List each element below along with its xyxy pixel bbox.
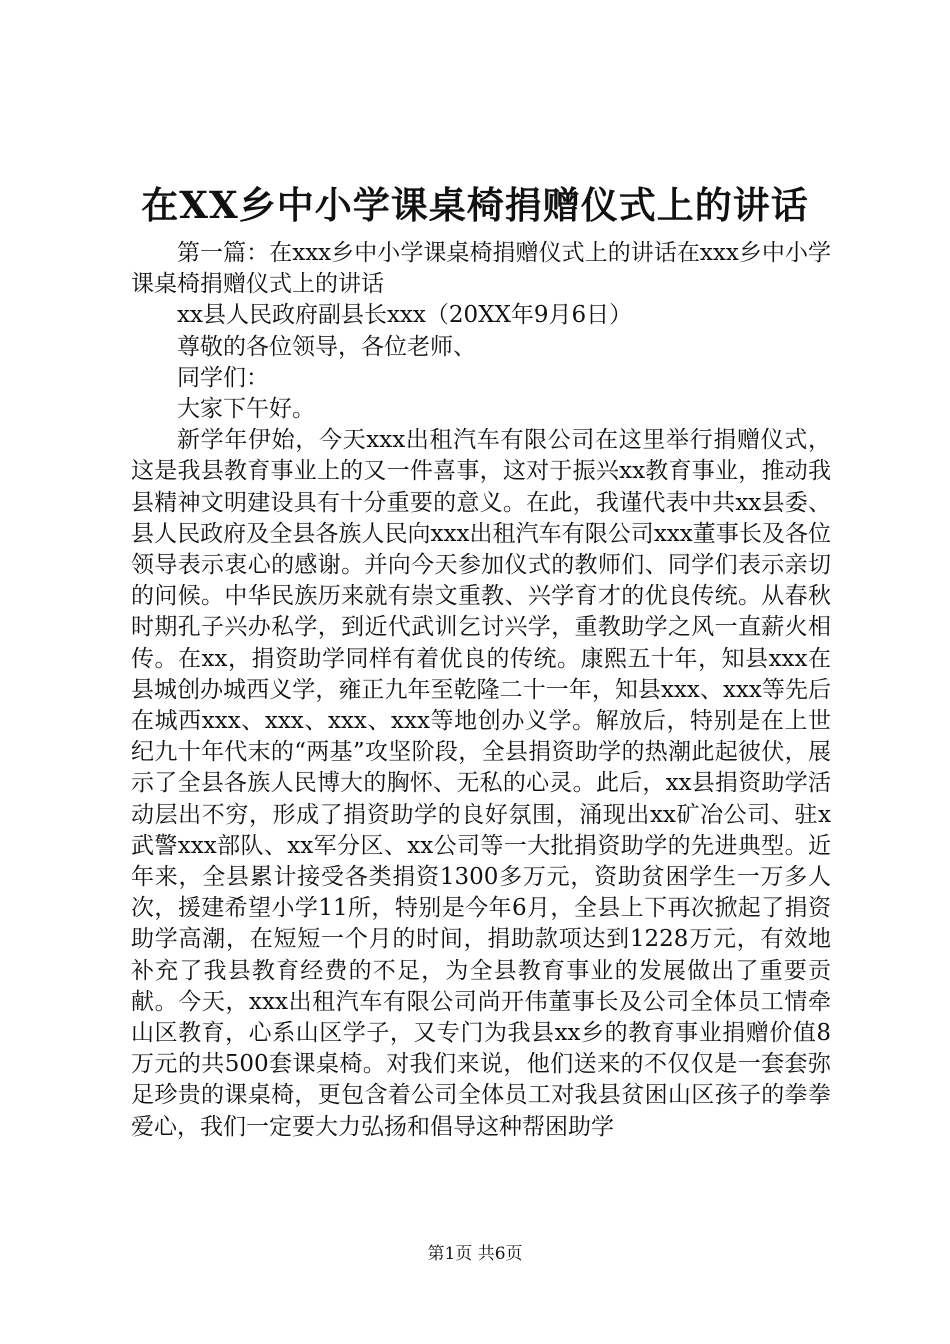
paragraph-speaker: xx县人民政府副县长xxx（20XX年9月6日）	[177, 302, 633, 329]
paragraph-salutation-cont: 同学们：	[177, 364, 269, 391]
page-number-footer: 第1页 共6页	[427, 1244, 523, 1264]
paragraph-greeting: 大家下午好。	[177, 396, 315, 423]
paragraph-heading: 第一篇：在xxx乡中小学课桌椅捐赠仪式上的讲话在xxx乡中小学课桌椅捐赠仪式上的讲话	[131, 240, 831, 298]
paragraph-main: 新学年伊始，今天xxx出租汽车有限公司在这里举行捐赠仪式，这是我县教育事业上的又一件喜事，这对于振兴xx教育事业，推动我县精神文明建设具有十分重要的意义。在此，我谨代表中共xx县委、县人民政府及全县各族人民向xxx出租汽车有限公司xxx董事长及各位领导表示衷心的感谢。并向今天参加仪式的教师们、同学们表示亲切的问候。中华民族历来就有崇文重教、兴学育才的优良传统。从春秋时期孔子兴办私学，到近代武训乞讨兴学，重教助学之风一直薪火相传。在xx，捐资助学同样有着优良的传统。康熙五十年，知县xxx在县城创办城西义学，雍正九年至乾隆二十一年，知县xxx、xxx等先后在城西xxx、xxx、xxx、xxx等地创办义学。解放后，特别是在上世纪九十年代末的“两基”攻坚阶段，全县捐资助学的热潮此起彼伏，展示了全县各族人民博大的胸怀、无私的心灵。此后，xx县捐资助学活动层出不穷，形成了捐资助学的良好氛围，涌现出xx矿冶公司、驻x武警xxx部队、xx军分区、xx公司等一大批捐资助学的先进典型。近年来，全县累计接受各类捐资1300多万元，资助贫困学生一万多人次，援建希望小学11所，特别是今年6月，全县上下再次掀起了捐资助学高潮，在短短一个月的时间，捐助款项达到1228万元，有效地补充了我县教育经费的不足，为全县教育事业的发展做出了重要贡献。今天，xxx出租汽车有限公司尚开伟董事长及公司全体员工情牵山区教育，心系山区学子，又专门为我县xx乡的教育事业捐赠价值8万元的共500套课桌椅。对我们来说，他们送来的不仅仅是一套套弥足珍贵的课桌椅，更包含着公司全体员工对我县贫困山区孩子的拳拳爱心，我们一定要大力弘扬和倡导这种帮困助学	[131, 427, 831, 1140]
paragraph-salutation: 尊敬的各位领导，各位老师、	[177, 333, 476, 360]
document-title: 在XX乡中小学课桌椅捐赠仪式上的讲话	[141, 183, 809, 227]
document-body	[131, 238, 831, 1143]
